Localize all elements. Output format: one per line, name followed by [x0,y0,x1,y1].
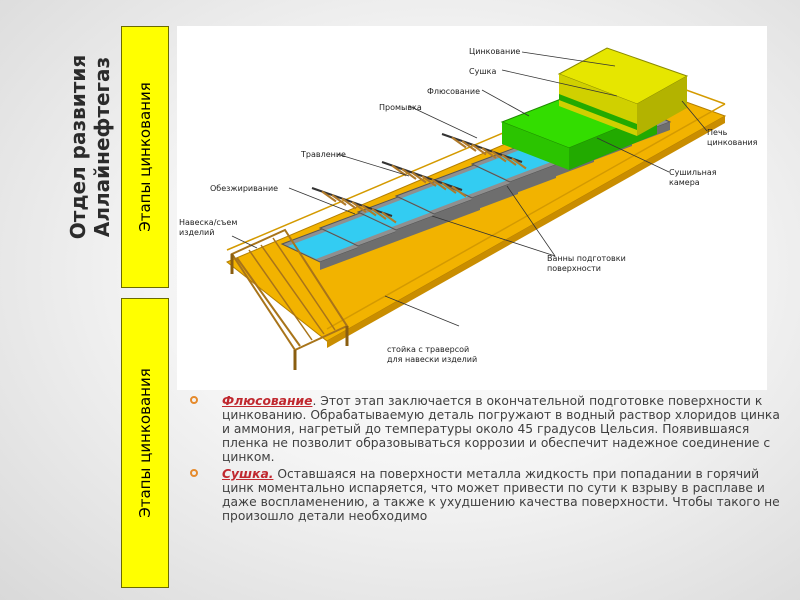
description-text [190,394,780,526]
department-title [60,54,120,240]
label-degrease: Обезжиривание [210,184,279,193]
department-title-line1: Отдел развития [66,54,90,240]
paragraph-fluxing [190,394,780,464]
bullet-icon [190,469,198,477]
label-zinc: Цинкование [469,47,521,56]
paragraph-drying [190,467,780,523]
label-hang: Навеска/съем изделий [179,218,238,237]
bullet-icon [190,396,198,404]
side-label-box-bottom [121,298,169,588]
galvanizing-line-illustration [177,26,767,390]
label-flux: Флюсование [427,87,480,96]
label-furnace: Печь цинкования [707,128,758,147]
galvanizing-line-diagram [177,26,767,390]
label-prep-baths: Ванны подготовки поверхности [547,254,626,273]
label-rack: стойка с траверсой для навески изделий [387,345,478,364]
side-label-box-top [121,26,169,288]
label-etch: Травление [301,150,346,159]
paragraph-fluxing-text: Этот этап заключается в окончательной подготовке поверхности к цинкованию. Обрабатываемую деталь погружают в водный раствор хлоридов цинка и аммония, нагретый до температуры около 45 градусов Цельсия. Появившаяся пленка не позволит образовываться коррозии и обеспечит надежное соединение с цинком. [222,394,780,464]
label-dry-chamber: Сушильная камера [669,168,717,187]
paragraph-drying-text: Оставшаяся на поверхности металла жидкость при попадании в горячий цинк моментально испаряется, что может привести по сути к взрыву в расплаве и даже воспламенению, а также к ухудшению качества поверхности. Чтобы такого не произошло детали необходимо [222,467,780,523]
label-rinse: Промывка [379,103,422,112]
side-label-bottom: Этапы цинкования [136,368,154,518]
side-label-top: Этапы цинкования [136,82,154,232]
term-drying: Сушка. [222,467,274,481]
department-title-line2: Аллайнефтегаз [90,56,114,238]
term-sep: . [312,394,321,408]
term-fluxing: Флюсование [222,394,313,408]
label-drying: Сушка [469,67,497,76]
